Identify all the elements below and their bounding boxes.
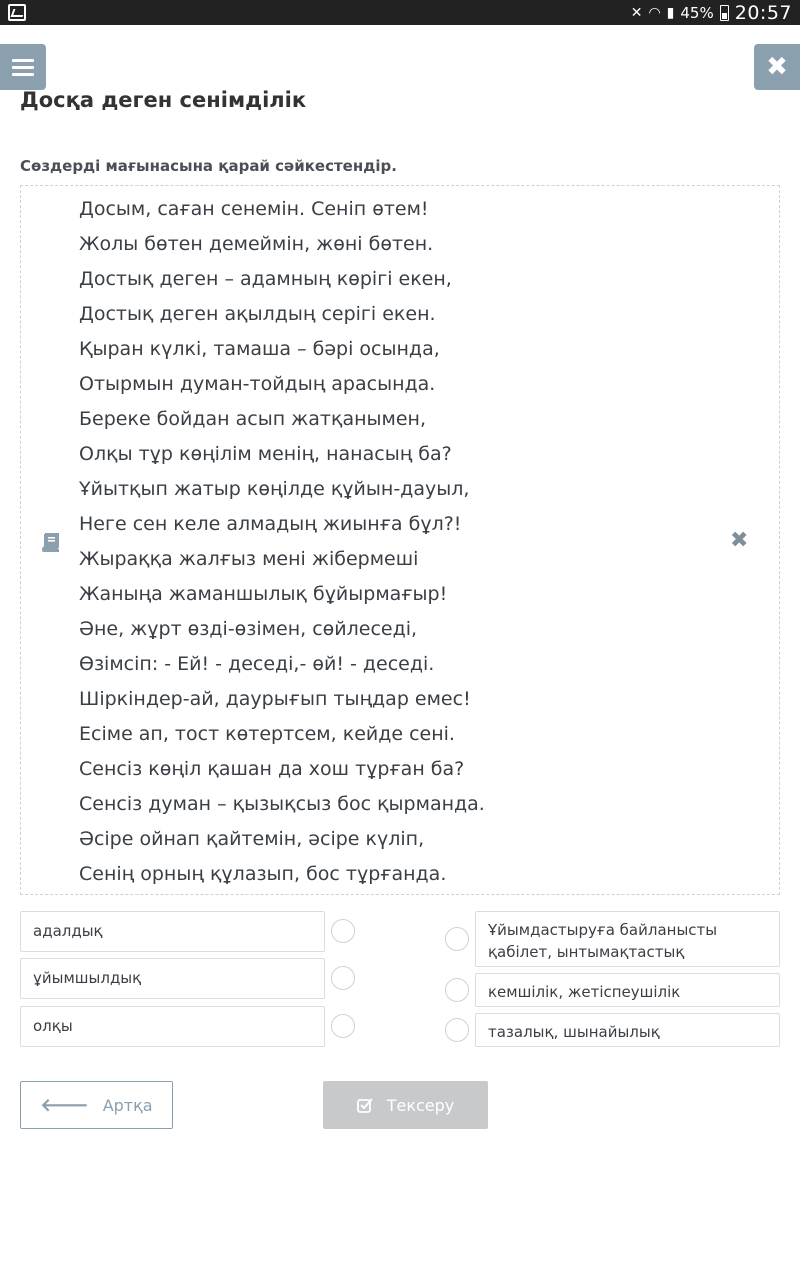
poem-line: Әсіре ойнап қайтемін, әсіре күліп, xyxy=(79,828,425,850)
status-bar xyxy=(0,0,800,25)
poem-line: Ұйытқып жатыр көңілде құйын-дауыл, xyxy=(79,478,470,500)
poem-line: Өзімсіп: - Ей! - деседі,- өй! - деседі. xyxy=(79,653,435,675)
hamburger-icon-bar xyxy=(12,66,34,69)
match-left-item[interactable]: олқы xyxy=(20,1006,325,1047)
mute-icon: ✕ xyxy=(630,4,643,21)
battery-percent: 45% xyxy=(680,3,714,22)
back-button-label: Артқа xyxy=(102,1095,153,1115)
poem-line: Жыраққа жалғыз мені жібермеші xyxy=(79,548,419,570)
poem-line: Сенсіз көңіл қашан да хош тұрған ба? xyxy=(79,758,465,780)
match-right-item[interactable]: тазалық, шынайылық xyxy=(475,1013,780,1047)
wifi-icon: ◠ xyxy=(648,4,661,21)
match-left-item[interactable]: ұйымшылдық xyxy=(20,958,325,999)
hamburger-icon-bar xyxy=(12,59,34,62)
match-right-item[interactable]: Ұйымдастыруға байланысты қабілет, ынтымақтастық xyxy=(475,911,780,967)
arrow-left-icon: 🡐 xyxy=(40,1094,89,1116)
remove-poem-icon[interactable]: ✖ xyxy=(730,528,749,553)
match-left-item[interactable]: адалдық xyxy=(20,911,325,952)
poem-line: Жолы бөтен демеймін, жөні бөтен. xyxy=(79,233,434,255)
poem-panel xyxy=(20,185,780,895)
match-left-dot[interactable] xyxy=(331,919,355,943)
instruction-text: Сөздерді мағынасына қарай сәйкестендір. xyxy=(20,157,397,175)
poem-line: Олқы тұр көңілім менің, нанасың ба? xyxy=(79,443,452,465)
poem-line: Есіме ап, тост көтертсем, кейде сені. xyxy=(79,723,455,745)
check-button[interactable] xyxy=(323,1081,488,1129)
poem-line: Береке бойдан асып жатқанымен, xyxy=(79,408,427,430)
poem-line: Отырмын думан-тойдың арасында. xyxy=(79,373,436,395)
check-button-label: Тексеру xyxy=(386,1095,455,1115)
match-left-dot[interactable] xyxy=(331,966,355,990)
poem-lines xyxy=(79,196,485,896)
close-icon: ✖ xyxy=(766,52,788,82)
match-right-dot[interactable] xyxy=(445,978,469,1002)
back-button[interactable] xyxy=(20,1081,173,1129)
poem-line: Сенсіз думан – қызықсыз бос қырманда. xyxy=(79,793,485,815)
status-icons xyxy=(631,2,792,23)
match-right-dot[interactable] xyxy=(445,1018,469,1042)
page-title: Досқа деген сенімділік xyxy=(20,88,307,112)
menu-button[interactable] xyxy=(0,44,46,90)
poem-line: Достық деген ақылдың серігі екен. xyxy=(79,303,436,325)
match-right-dot[interactable] xyxy=(445,927,469,951)
poem-line: Шіркіндер-ай, даурығып тыңдар емес! xyxy=(79,688,471,710)
poem-line: Неге сен келе алмадың жиынға бұл?! xyxy=(79,513,462,535)
poem-line: Досым, саған сенемін. Сеніп өтем! xyxy=(79,198,429,220)
book-icon xyxy=(40,532,60,552)
match-left-dot[interactable] xyxy=(331,1014,355,1038)
close-button[interactable] xyxy=(754,44,800,90)
battery-icon xyxy=(720,5,729,21)
checkbox-check-icon xyxy=(357,1097,373,1113)
hamburger-icon-bar xyxy=(12,73,34,76)
poem-line: Сенің орның құлазып, бос тұрғанда. xyxy=(79,863,447,885)
clock: 20:57 xyxy=(734,1,792,24)
signal-icon: ▮ xyxy=(666,4,675,21)
match-right-item[interactable]: кемшілік, жетіспеушілік xyxy=(475,973,780,1007)
poem-line: Жаныңа жаманшылық бұйырмағыр! xyxy=(79,583,448,605)
poem-line: Қыран күлкі, тамаша – бәрі осында, xyxy=(79,338,440,360)
gallery-icon xyxy=(8,4,26,21)
poem-line: Әне, жұрт өзді-өзімен, сөйлеседі, xyxy=(79,618,418,640)
poem-line: Достық деген – адамның көрігі екен, xyxy=(79,268,452,290)
